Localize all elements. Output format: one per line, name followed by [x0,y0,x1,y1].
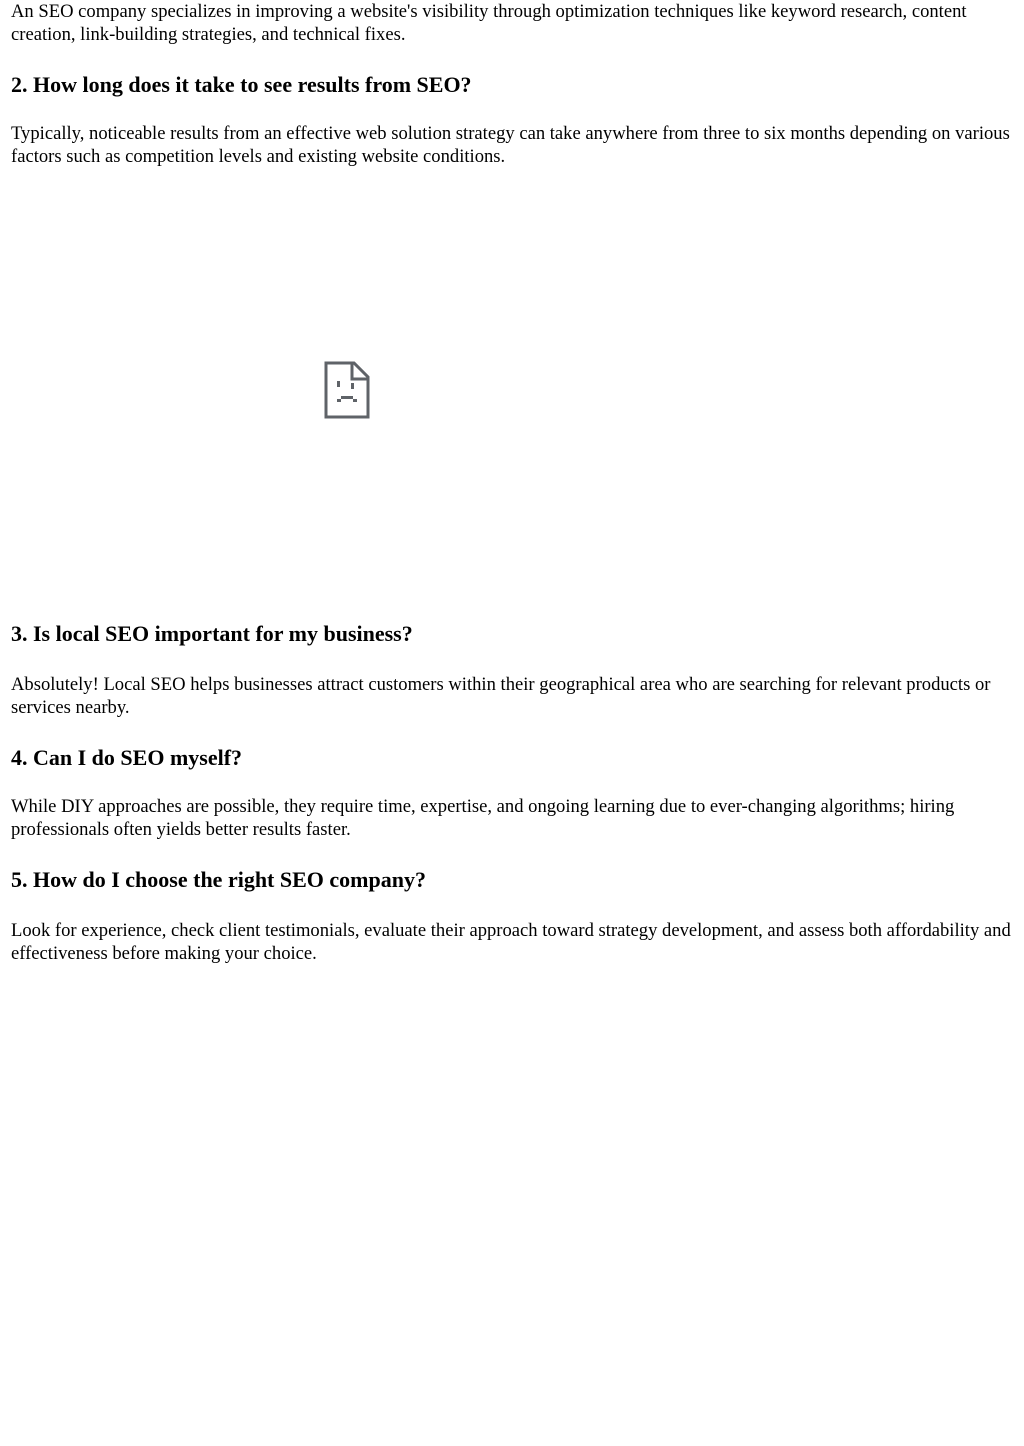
faq-question-2: 2. How long does it take to see results from SEO? [11,72,472,97]
broken-image-icon [324,361,370,419]
faq-answer-5: Look for experience, check client testimonials, evaluate their approach toward strategy development, and assess both affordability and effectiveness before making your choice. [11,920,1011,964]
faq-answer-2: Typically, noticeable results from an effective web solution strategy can take anywhere from three to six months depending on various factors such as competition levels and existing website conditions. [11,123,1010,167]
faq-question-3: 3. Is local SEO important for my business? [11,621,413,646]
faq-answer-4: While DIY approaches are possible, they require time, expertise, and ongoing learning due to ever-changing algorithms; hiring professionals often yields better results faster. [11,796,955,840]
faq-answer-1: An SEO company specializes in improving a website's visibility through optimization techniques like keyword research, content creation, link-building strategies, and technical fixes. [11,1,967,45]
faq-answer-3: Absolutely! Local SEO helps businesses attract customers within their geographical area who are searching for relevant products or services nearby. [11,674,991,718]
faq-question-4: 4. Can I do SEO myself? [11,745,243,770]
faq-question-5: 5. How do I choose the right SEO company? [11,867,426,892]
